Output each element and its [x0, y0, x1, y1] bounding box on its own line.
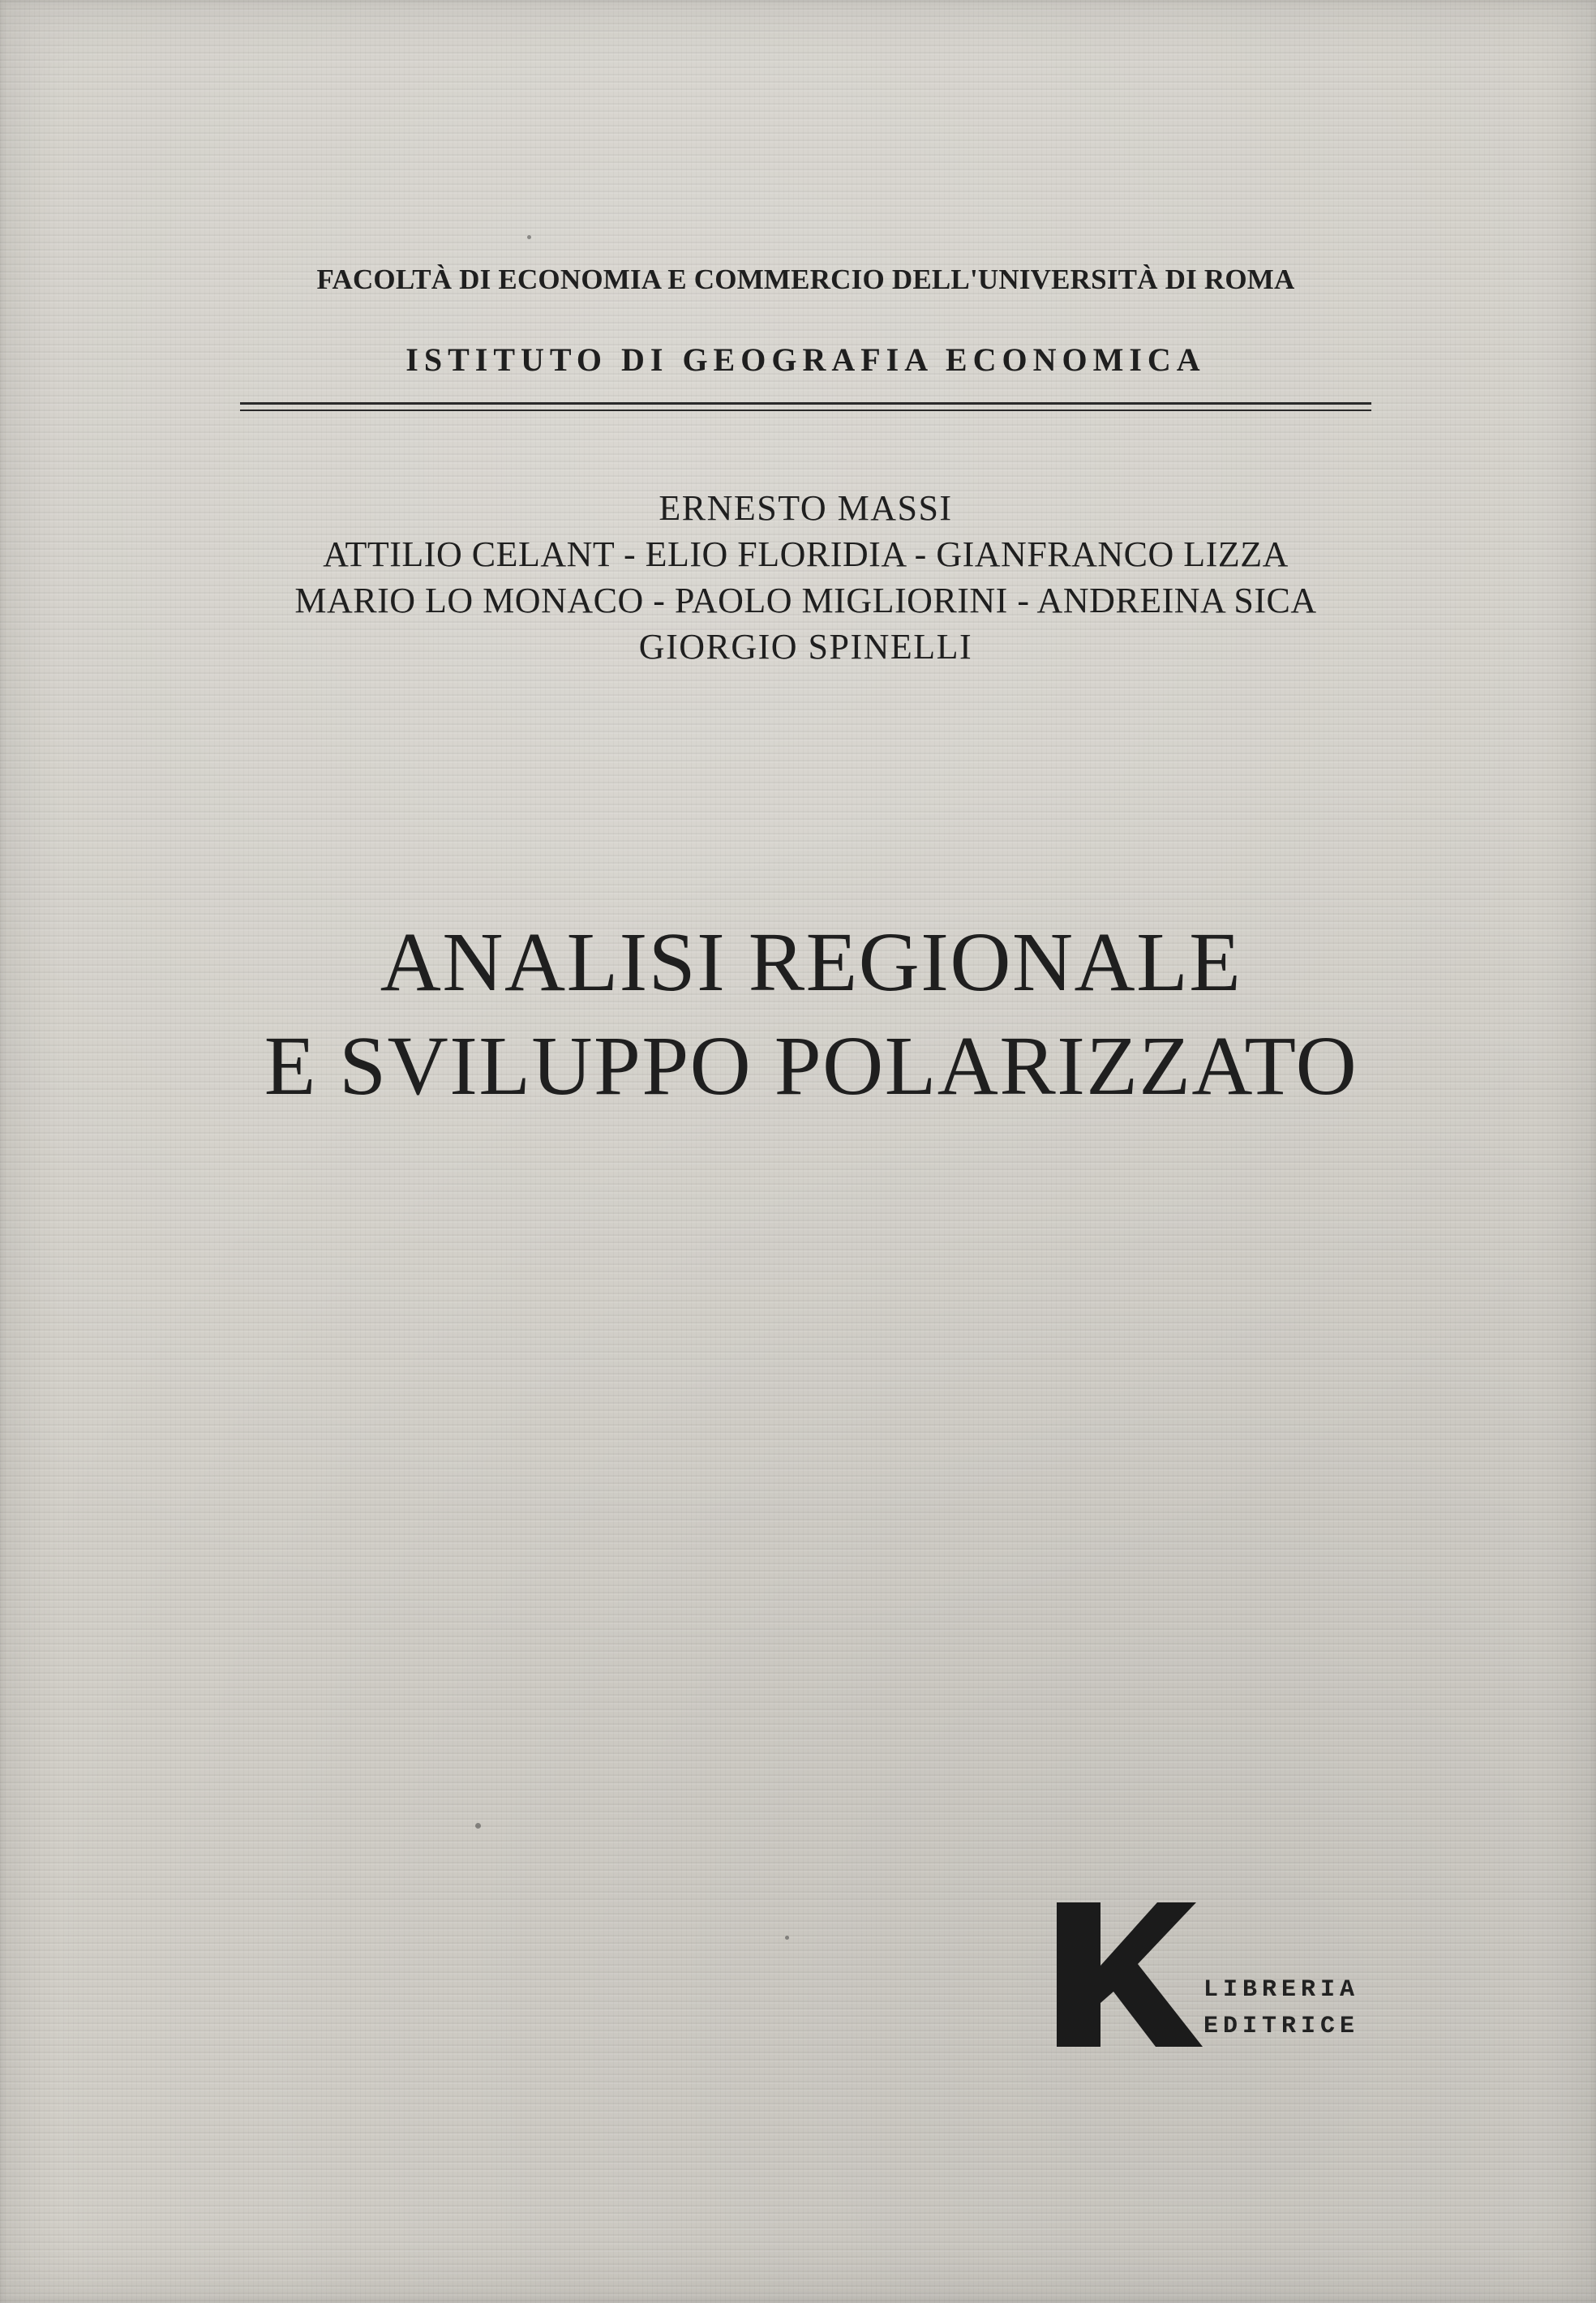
faculty-line: FACOLTÀ DI ECONOMIA E COMMERCIO DELL'UNIVERSITÀ DI ROMA — [316, 264, 1295, 295]
publisher-logo-k — [1053, 1899, 1208, 2050]
authors-block — [240, 485, 1371, 670]
publisher-mark — [1053, 1899, 1402, 2050]
author-line: ERNESTO MASSI — [659, 488, 953, 528]
paper-speck — [785, 1936, 789, 1940]
author-line: MARIO LO MONACO - PAOLO MIGLIORINI - ANDREINA SICA — [294, 581, 1317, 620]
book-title — [203, 911, 1419, 1118]
author-line: ATTILIO CELANT - ELIO FLORIDIA - GIANFRANCO LIZZA — [323, 534, 1289, 574]
title-line-2: E SVILUPPO POLARIZZATO — [264, 1019, 1358, 1113]
publisher-line-1: LIBRERIA — [1203, 1976, 1360, 2004]
paper-speck — [475, 1823, 481, 1829]
title-line-1: ANALISI REGIONALE — [380, 916, 1242, 1009]
publisher-line-2: EDITRICE — [1203, 2013, 1360, 2040]
institute-line: ISTITUTO DI GEOGRAFIA ECONOMICA — [405, 341, 1206, 378]
header-rule-top — [240, 402, 1371, 405]
author-line: GIORGIO SPINELLI — [638, 627, 973, 667]
header-rule-bottom — [240, 410, 1371, 411]
paper-speck — [527, 235, 531, 239]
